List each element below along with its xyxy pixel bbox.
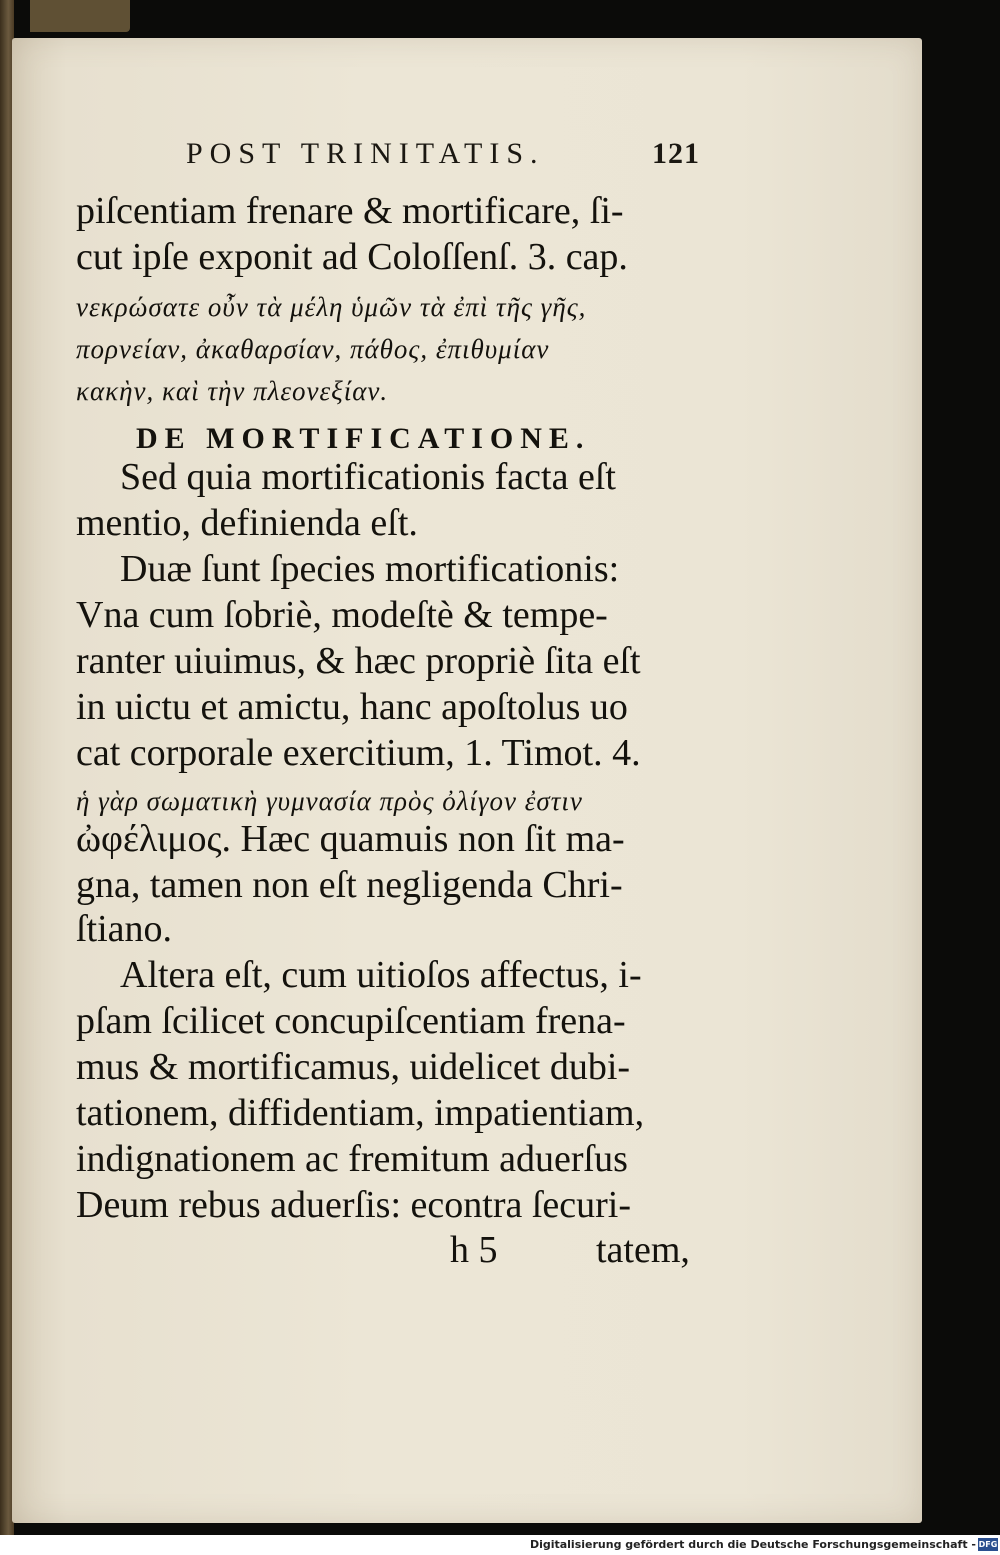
text-line: mentio, definienda eſt. xyxy=(76,502,418,544)
greek-line: κακὴν, καὶ τὴν πλεονεξίαν. xyxy=(76,376,389,406)
text-line: pſam ſcilicet concupiſcentiam frena- xyxy=(76,1000,626,1042)
text-line: in uictu et amictu, hanc apoſtolus uo xyxy=(76,686,628,728)
section-heading: DE MORTIFICATIONE. xyxy=(136,422,591,455)
text-line: ὠφέλιμος. Hæc quamuis non ſit ma- xyxy=(76,818,625,860)
signature-mark: h 5 xyxy=(450,1229,498,1271)
dfg-credit-text: Digitalisierung gefördert durch die Deutsche Forschungsgemeinschaft - xyxy=(529,1538,976,1551)
text-line: Sed quia mortificationis facta eſt xyxy=(120,456,616,498)
text-line: ranter uiuimus, & hæc propriè ſita eſt xyxy=(76,640,641,682)
text-line: tationem, diffidentiam, impatientiam, xyxy=(76,1092,645,1134)
running-head: POST TRINITATIS. xyxy=(186,137,545,170)
text-line: Vna cum ſobriè, modeſtè & tempe- xyxy=(76,594,608,636)
text-line: Deum rebus aduerſis: econtra ſecuri- xyxy=(76,1184,631,1226)
folio-number: 121 xyxy=(652,137,700,170)
text-line: ſtiano. xyxy=(76,908,173,950)
dfg-logo: DFG xyxy=(978,1540,998,1549)
text-line: gna, tamen non eſt negligenda Chri- xyxy=(76,864,623,906)
text-line: indignationem ac fremitum aduerſus xyxy=(76,1138,628,1180)
greek-line: πορνείαν, ἀκαθαρσίαν, πάθος, ἐπιθυμίαν xyxy=(76,334,550,364)
text-line: cut ipſe exponit ad Coloſſenſ. 3. cap. xyxy=(76,236,628,278)
text-line: cat corporale exercitium, 1. Timot. 4. xyxy=(76,732,641,774)
binding-clip xyxy=(30,0,130,32)
text-line: Duæ ſunt ſpecies mortificationis: xyxy=(120,548,620,590)
greek-line: νεκρώσατε οὖν τὰ μέλη ὑμῶν τὰ ἐπὶ τῆς γῆς, xyxy=(76,292,587,322)
catchword: tatem, xyxy=(596,1229,690,1271)
text-line: mus & mortificamus, uidelicet dubi- xyxy=(76,1046,631,1088)
greek-line: ἡ γὰρ σωματικὴ γυμνασία πρὸς ὀλίγον ἐστιν xyxy=(76,786,583,816)
text-line: piſcentiam frenare & mortificare, ſi- xyxy=(76,190,624,232)
text-line: Altera eſt, cum uitioſos affectus, i- xyxy=(120,954,642,996)
